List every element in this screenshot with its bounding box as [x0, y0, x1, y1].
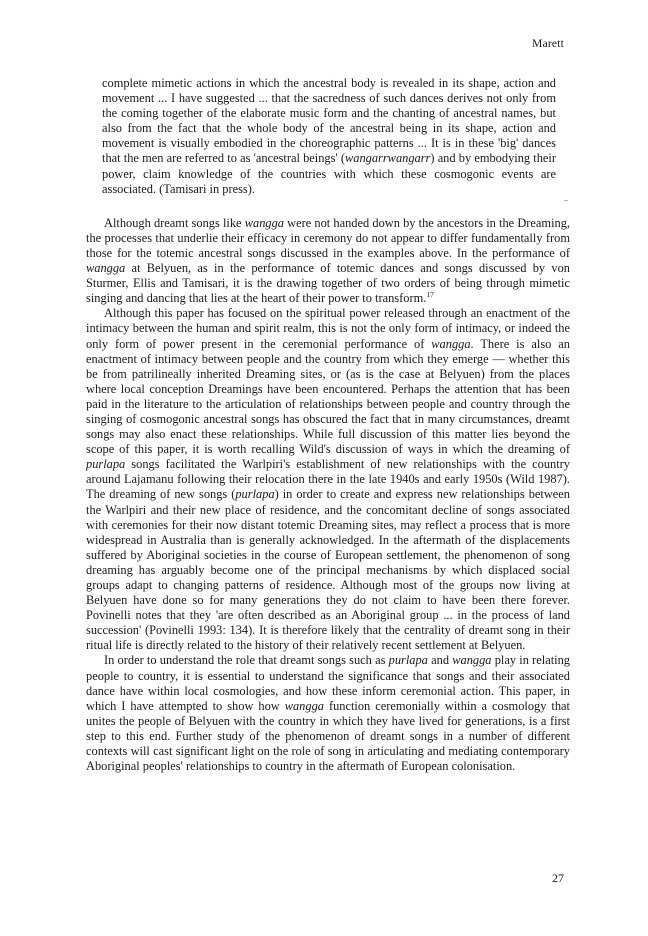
paragraph-2: [86, 306, 570, 653]
block-quote: [86, 76, 570, 197]
italic-term: purlapa: [86, 457, 126, 472]
text-run: . There is also an enactment of intimacy between people and the country from which they emerge — whether this be from patrilineally inherited Dreaming sites, or (as is the case at Belyuen) from the places where local conception Dreamings have been encountered. Perhaps the attention that has been paid in the literature to the articulation of relationships between people and country through the singing of cosmogonic ancestral songs has obscured the fact that in many circumstances, dreamt songs may also enact these relationships. While full discussion of this matter lies beyond the scope of this paper, it is worth recalling Wild's discussion of ways in which the dreaming of: [86, 336, 570, 457]
running-head: Marett: [532, 38, 564, 50]
text-run: ) in order to create and express new relationships between the Warlpiri and their new place of residence, and the concomitant decline of songs associated with ceremonies for their now distant totemic Dreaming sites, may reflect a process that is more widespread in Australia than is generally acknowledged. In the aftermath of the displacements suffered by Aboriginal societies in the course of European settlement, the phenomenon of song dreaming has arguably become one of the principal mechanisms by which displaced social groups adapt to changing patterns of residence. Although most of the groups now living at Belyuen have done so for many generations they do not claim to have been there forever. Povinelli notes that they 'are often described as an Aboriginal group ... in the process of land succession' (Povinelli 1993: 134). It is therefore likely that the centrality of dreamt song in their ritual life is directly related to the history of their relatively recent settlement at Belyuen.: [86, 487, 570, 653]
paragraph-1: [86, 216, 570, 307]
text-run: were not handed down by the ancestors in the Dreaming, the processes that underlie their efficacy in ceremony do not appear to differ fundamentally from those for the totemic ancestral songs discussed in the examples above. In the performance of: [86, 215, 570, 260]
italic-term: wangga: [284, 698, 324, 713]
page-number: 27: [552, 871, 564, 885]
italic-term: wangga: [86, 261, 126, 276]
paragraph-3: [86, 653, 570, 774]
text-run: play in relating people to country, it is essential to understand the significance that songs and their associated dance have within local cosmologies, and how these inform ceremonial action. This paper, in which I have attempted to show how: [86, 653, 570, 713]
text-run: Although this paper has focused on the spiritual power released through an enactment of the intimacy between the human and spirit realm, this is not the only form of intimacy, or indeed the only form of power present in the ceremonial performance of: [86, 306, 570, 351]
text-run: In order to understand the role that dreamt songs such as: [104, 653, 389, 668]
block-quote-text: complete mimetic actions in which the ancestral body is revealed in its shape, action and movement ... I have suggested ... that the sacredness of such dances derives not only from the coming together of the elaborate music form and the chanting of ancestral names, but also from the fact that the whole body of the ancestral being in its shape, action and movement is visually embodied in the choreographic patterns ... It is in these 'big' dances that the men are referred to as 'ancestral beings' (: [102, 76, 556, 166]
text-run: songs facilitated the Warlpiri's establishment of new relationships with the country around Lajamanu following their relocation there in the late 1940s and early 1950s (Wild 1987). The dreaming of new songs (: [86, 457, 570, 502]
block-quote-text-end: ) and by embodying their power, claim knowledge of the countries with which these cosmogonic events are associated. (Tamisari in press).: [102, 151, 556, 196]
italic-term: wangga: [452, 653, 492, 668]
text-run: function ceremonially within a cosmology that unites the people of Belyuen with the country in which they have lived for generations, is a first step to this end. Further study of the phenomenon of dreamt songs in a number of different contexts will cast significant light on the role of song in articulating and mediating contemporary Aboriginal peoples' relationships to country in the aftermath of European colonisation.: [86, 698, 570, 774]
italic-term: wangga: [244, 215, 284, 230]
body-text: [86, 76, 570, 774]
text-run: and: [427, 653, 453, 668]
text-run: at Belyuen, as in the performance of totemic dances and songs discussed by von Sturmer, Ellis and Tamisari, it is the drawing together of two orders of being through mimetic singing and dancing that lies at the heart of their power to transform.: [86, 261, 570, 306]
italic-term: purlapa: [388, 653, 428, 668]
italic-term: purlapa: [235, 487, 275, 502]
footnote-ref: 17: [426, 290, 434, 300]
italic-term: wangga: [431, 336, 471, 351]
text-run: Although dreamt songs like: [104, 215, 245, 230]
italic-term: wangarrwangarr: [344, 151, 431, 166]
